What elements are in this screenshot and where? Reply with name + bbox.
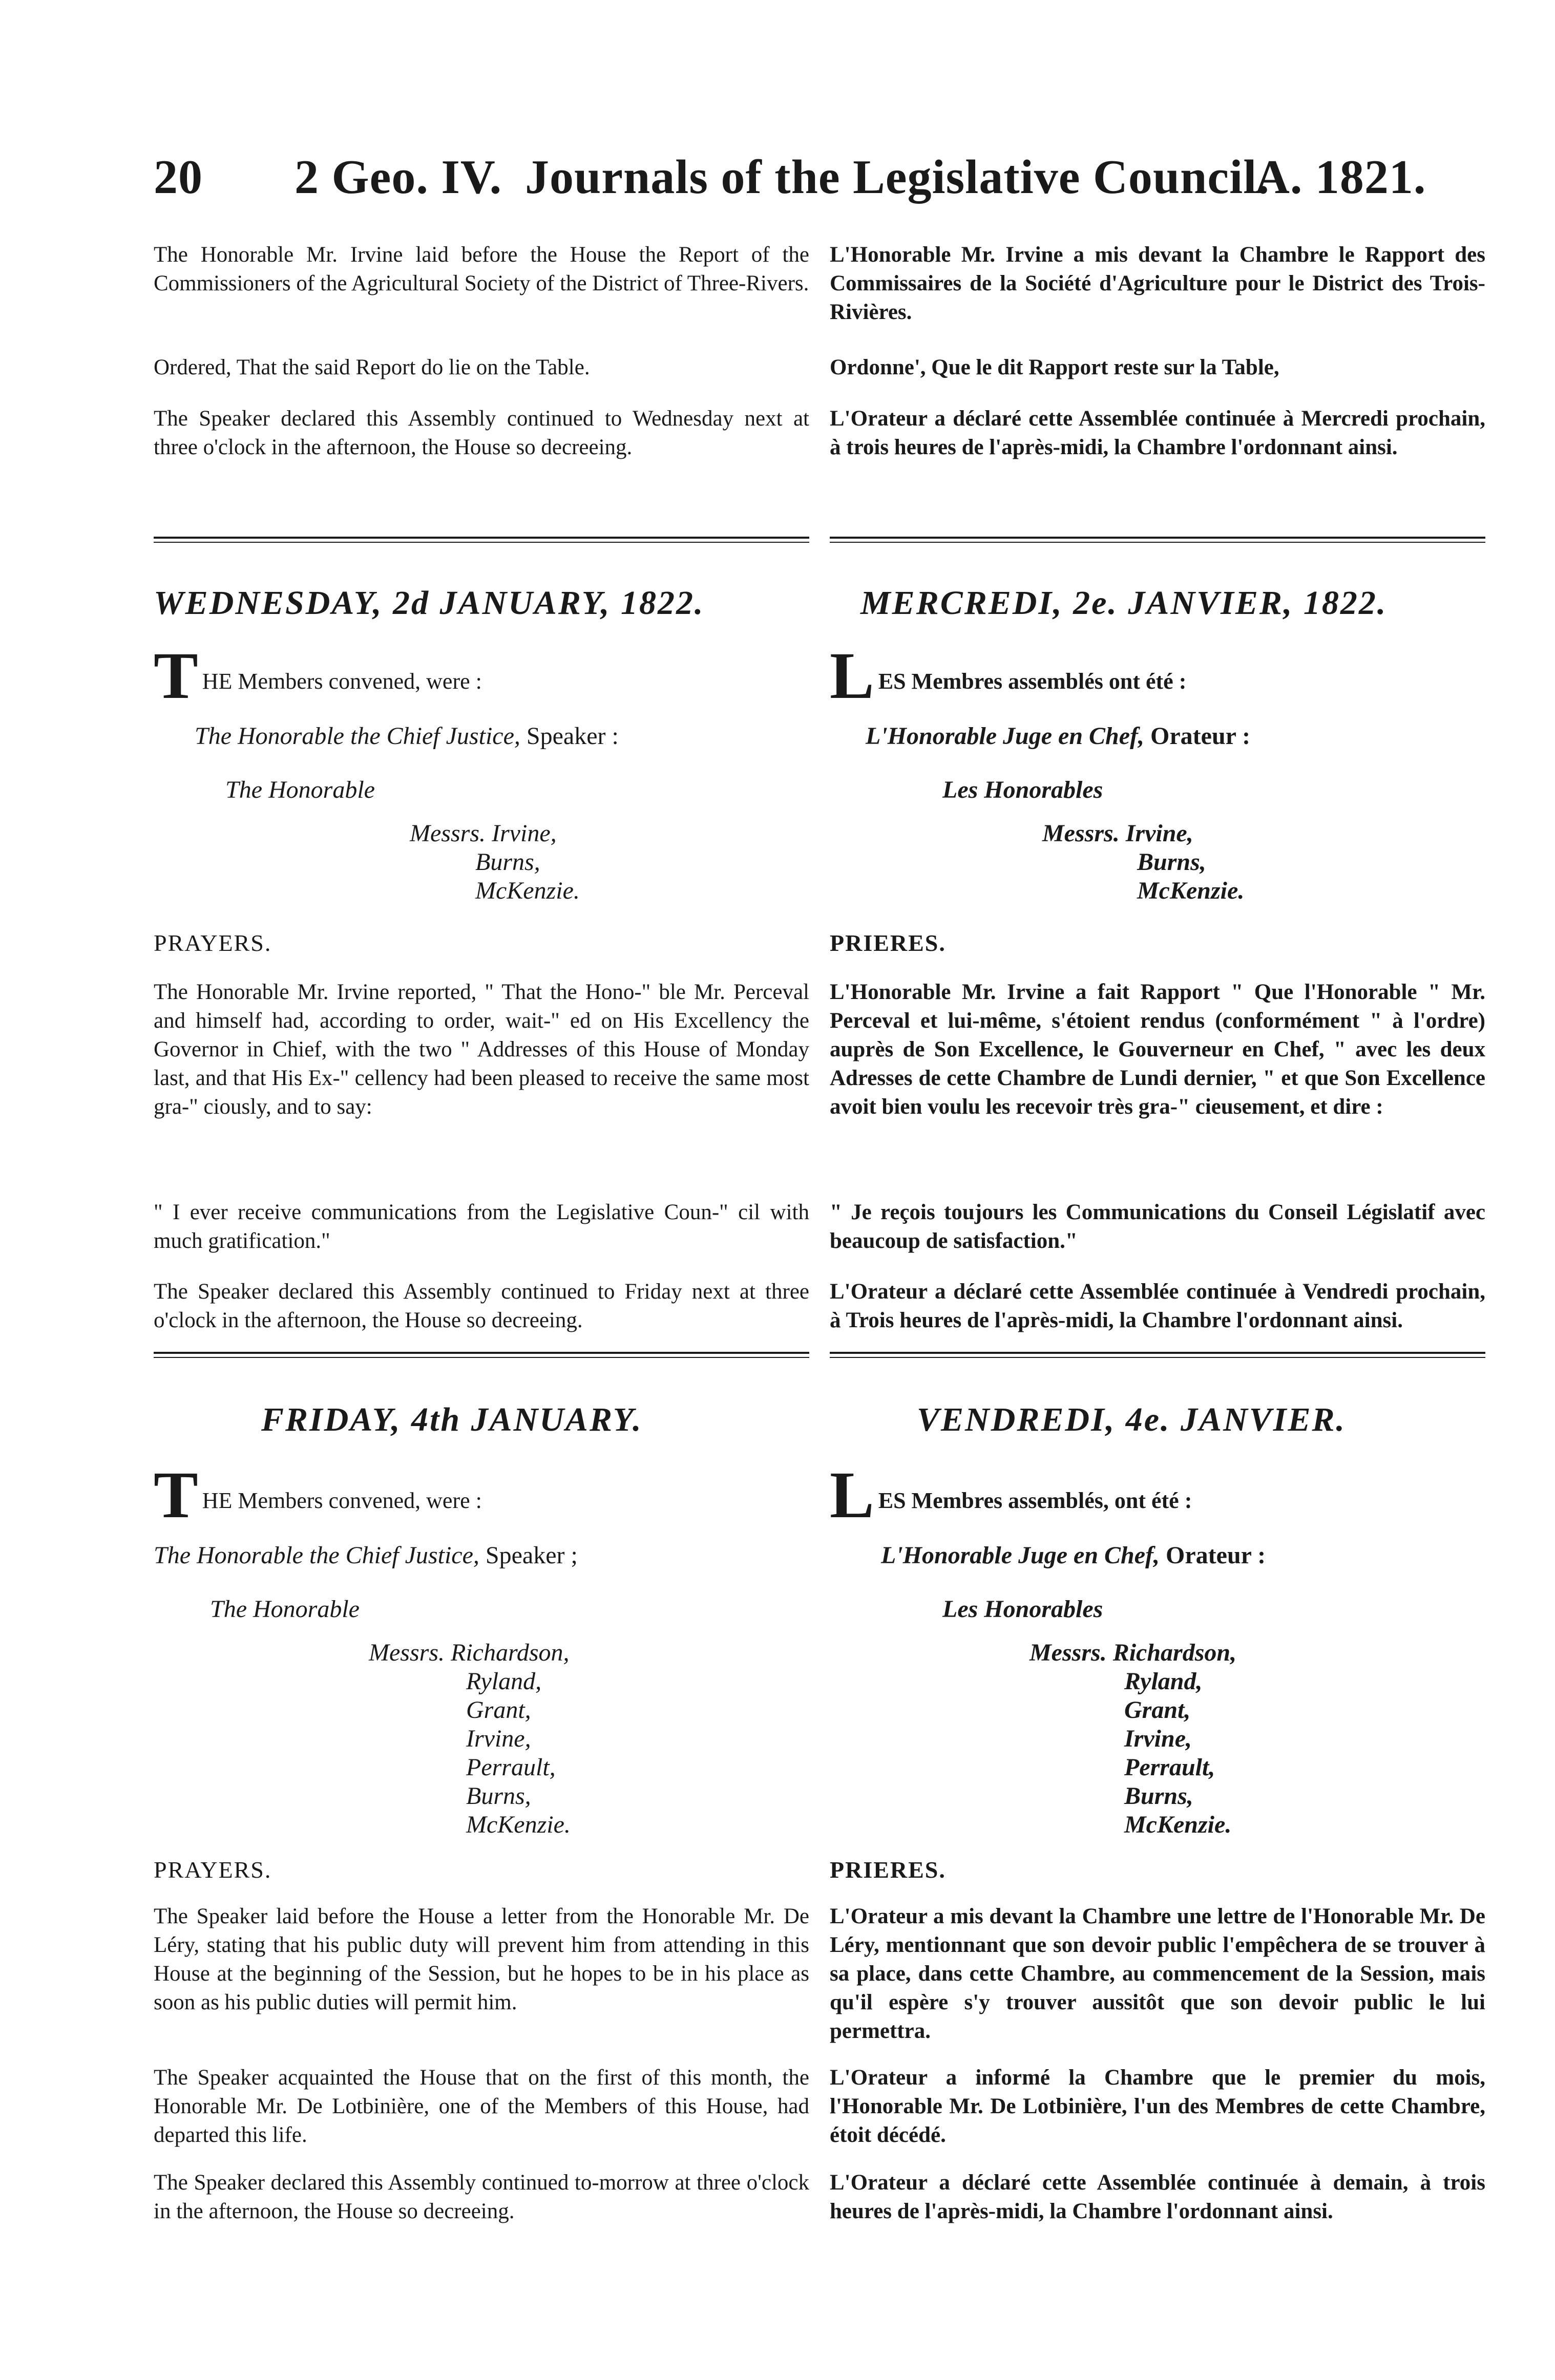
member-name: Messrs. Richardson, <box>369 1639 570 1666</box>
irvine-reported-paragraph: The Honorable Mr. Irvine reported, " That the Hono-" ble Mr. Perceval and himself had, according to order, wait-" ed on His Excellency the Governor in Chief, with the two " Addresses of this House of Monday last, and that His Ex-" cellency had been pleased to receive the same most gra-" ciously, and to say: <box>154 980 809 1119</box>
drop-cap: L <box>830 1458 874 1532</box>
irvine-report-paragraph: The Honorable Mr. Irvine laid before the House the Report of the Commissioners of the Agricultural Society of the District of Three-Rivers. <box>154 243 809 295</box>
wednesday-heading: WEDNESDAY, 2d JANUARY, 1822. <box>154 584 705 622</box>
honorable-label: The Honorable <box>225 776 375 803</box>
members-intro: THE Members convened, were : <box>154 1458 482 1532</box>
member-name: Irvine, <box>1124 1725 1192 1752</box>
adjournment-paragraph-fr: L'Orateur a déclaré cette Assemblée continuée à demain, à trois heures de l'après-midi, la Chambre l'ordonnant ainsi. <box>830 2171 1485 2223</box>
drop-cap: L <box>830 639 874 713</box>
member-name: Burns, <box>1124 1782 1193 1810</box>
member-name: Messrs. Richardson, <box>1029 1639 1237 1666</box>
speaker-line: The Honorable the Chief Justice, Speaker ; <box>154 1542 578 1569</box>
prayers-label-fr: PRIERES. <box>830 1857 946 1883</box>
adjournment-paragraph-fr: L'Orateur a déclaré cette Assemblée continuée à Vendredi prochain, à Trois heures de l'après-midi, la Chambre l'ordonnant ainsi. <box>830 1280 1485 1332</box>
honorable-label-fr: Les Honorables <box>942 1596 1103 1623</box>
member-name: McKenzie. <box>475 877 580 904</box>
de-lery-letter-paragraph: The Speaker laid before the House a letter from the Honorable Mr. De Léry, stating that his public duty will prevent him from attending in this House at the beginning of the Session, but he hopes to be in his place as soon as his public duties will permit him. <box>154 1904 809 2014</box>
page-number: 20 <box>154 151 203 204</box>
members-intro-fr: LES Membres assemblés ont été : <box>830 639 1187 713</box>
speaker-line-fr: L'Honorable Juge en Chef, Orateur : <box>866 722 1251 750</box>
governor-reply-paragraph: " I ever receive communications from the Legislative Coun-" cil with much gratification." <box>154 1200 809 1253</box>
year: A. 1821. <box>1255 151 1426 204</box>
member-name: McKenzie. <box>1137 877 1245 904</box>
vendredi-heading: VENDREDI, 4e. JANVIER. <box>917 1401 1346 1438</box>
members-intro-fr: LES Membres assemblés, ont été : <box>830 1458 1192 1532</box>
member-name: McKenzie. <box>466 1811 571 1838</box>
member-name: Grant, <box>1124 1696 1191 1724</box>
running-header <box>154 150 1455 211</box>
member-name: Burns, <box>475 848 540 876</box>
irvine-reported-paragraph-fr: L'Honorable Mr. Irvine a fait Rapport " Que l'Honorable " Mr. Perceval et lui-même, s'étoient rendus (conformément " à l'ordre) auprès de Son Excellence, le Gouverneur en Chef, " avec les deux Adresses de cette Chambre de Lundi dernier, " et que Son Excellence avoit bien voulu les recevoir très gra-" cieusement, et dire : <box>830 980 1485 1119</box>
de-lotbiniere-paragraph-fr: L'Orateur a informé la Chambre que le premier du mois, l'Honorable Mr. De Lotbinière, l'un des Membres de cette Chambre, étoit décédé. <box>830 2066 1485 2147</box>
governor-reply-paragraph-fr: " Je reçois toujours les Communications du Conseil Législatif avec beaucoup de satisfaction." <box>830 1200 1485 1253</box>
member-name: Ryland, <box>466 1668 542 1695</box>
prayers-label-fr: PRIERES. <box>830 930 946 956</box>
member-name: Messrs. Irvine, <box>1042 820 1193 847</box>
adjournment-paragraph: The Speaker declared this Assembly continued to-morrow at three o'clock in the afternoon, the House so decreeing. <box>154 2171 809 2223</box>
ordered-paragraph: Ordered, That the said Report do lie on the Table. <box>154 355 590 379</box>
de-lery-letter-paragraph-fr: L'Orateur a mis devant la Chambre une lettre de l'Honorable Mr. De Léry, mentionnant que son devoir public l'empêchera de se trouver à sa place, dans cette Chambre, au commencement de la Session, mais qu'il espère s'y trouver aussitôt que son devoir public le lui permettra. <box>830 1904 1485 2043</box>
member-name: Perrault, <box>1124 1754 1215 1781</box>
member-name: Burns, <box>1137 848 1206 876</box>
irvine-report-paragraph-fr: L'Honorable Mr. Irvine a mis devant la Chambre le Rapport des Commissaires de la Société d'Agriculture pour le District des Trois-Rivières. <box>830 243 1485 324</box>
speaker-line-fr: L'Honorable Juge en Chef, Orateur : <box>881 1542 1266 1569</box>
honorable-label: The Honorable <box>210 1596 360 1623</box>
adjournment-paragraph-fr: L'Orateur a déclaré cette Assemblée continuée à Mercredi prochain, à trois heures de l'après-midi, la Chambre l'ordonnant ainsi. <box>830 407 1485 459</box>
prayers-label: PRAYERS. <box>154 1857 272 1883</box>
adjournment-paragraph: The Speaker declared this Assembly continued to Friday next at three o'clock in the afternoon, the House so decreeing. <box>154 1280 809 1332</box>
adjournment-paragraph: The Speaker declared this Assembly continued to Wednesday next at three o'clock in the afternoon, the House so decreeing. <box>154 407 809 459</box>
speaker-line: The Honorable the Chief Justice, Speaker : <box>195 722 619 750</box>
mercredi-heading: MERCREDI, 2e. JANVIER, 1822. <box>860 584 1388 622</box>
de-lotbiniere-paragraph: The Speaker acquainted the House that on the first of this month, the Honorable Mr. De Lotbinière, one of the Members of this House, had departed this life. <box>154 2066 809 2147</box>
member-name: Burns, <box>466 1782 531 1810</box>
ordered-paragraph-fr: Ordonne', Que le dit Rapport reste sur la Table, <box>830 355 1279 379</box>
drop-cap: T <box>154 1458 198 1532</box>
member-name: Ryland, <box>1124 1668 1203 1695</box>
member-name: Messrs. Irvine, <box>410 820 557 847</box>
prayers-label: PRAYERS. <box>154 930 272 956</box>
reign: 2 Geo. IV. <box>295 151 502 204</box>
journal-title: Journals of the Legislative Council. <box>525 151 1270 204</box>
member-name: McKenzie. <box>1124 1811 1232 1838</box>
member-name: Grant, <box>466 1696 531 1724</box>
members-intro: THE Members convened, were : <box>154 639 482 713</box>
drop-cap: T <box>154 639 198 713</box>
honorable-label-fr: Les Honorables <box>942 776 1103 803</box>
member-name: Irvine, <box>466 1725 531 1752</box>
member-name: Perrault, <box>466 1754 556 1781</box>
friday-heading: FRIDAY, 4th JANUARY. <box>261 1401 643 1438</box>
